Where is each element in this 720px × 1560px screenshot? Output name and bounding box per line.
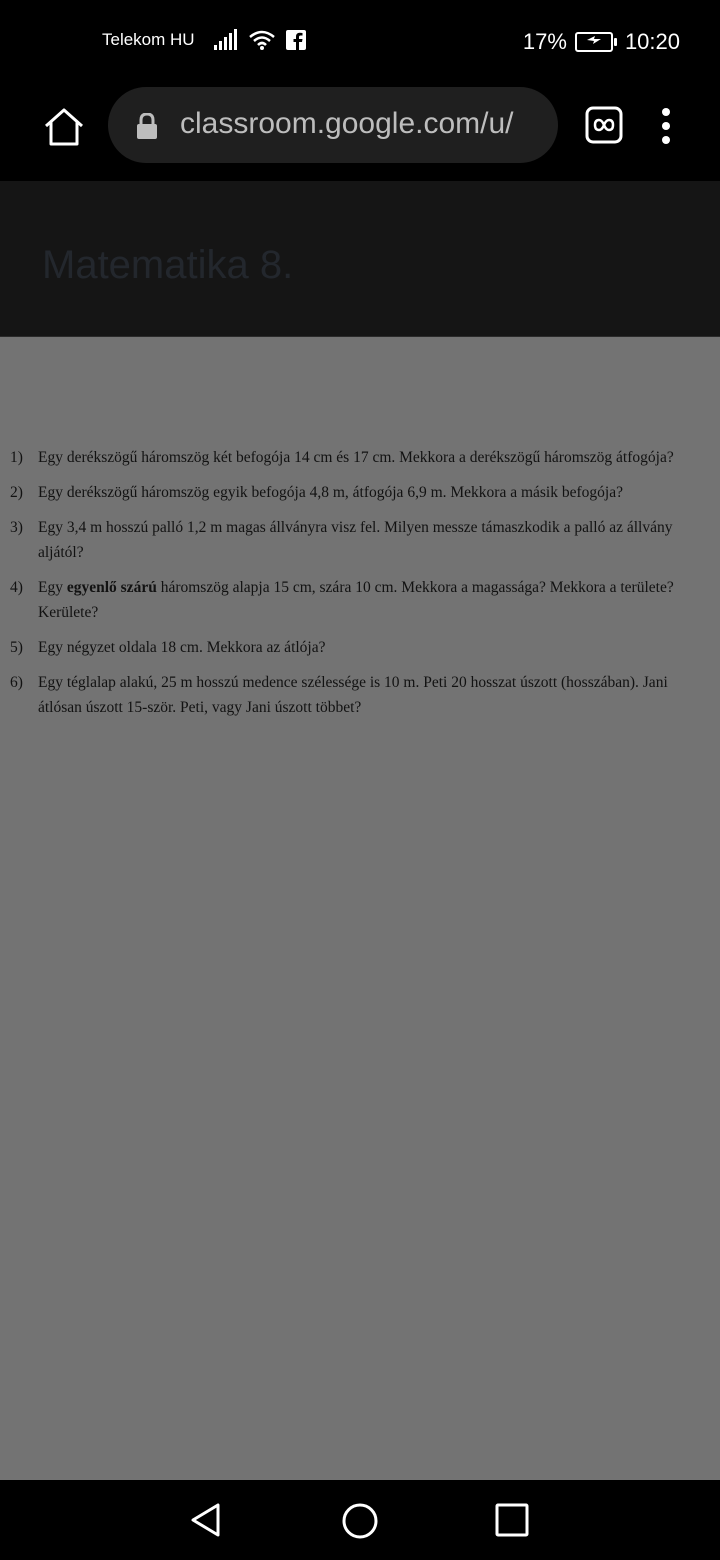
class-title: Matematika 8. — [42, 243, 294, 287]
browser-toolbar — [0, 84, 720, 181]
tab-switcher-icon[interactable] — [585, 106, 623, 144]
problem-item — [10, 445, 710, 470]
carrier-name: Telekom HU — [102, 30, 195, 49]
problem-item — [10, 670, 710, 720]
status-bar — [0, 0, 720, 84]
problem-item — [10, 480, 710, 505]
more-vert-icon[interactable] — [650, 106, 682, 146]
signal-icon — [214, 29, 238, 56]
problem-text: Egy 3,4 m hosszú palló 1,2 m magas állványra visz fel. Milyen messze támaszkodik a palló az állvány aljától? — [38, 519, 673, 561]
url-text[interactable]: classroom.google.com/u/ — [180, 107, 514, 140]
problem-number: 1) — [10, 449, 23, 466]
home-icon[interactable] — [40, 104, 88, 152]
address-bar[interactable] — [108, 87, 558, 163]
recents-icon[interactable] — [494, 1502, 530, 1543]
problem-text: Egy négyzet oldala 18 cm. Mekkora az átlója? — [38, 639, 326, 656]
status-icons — [214, 28, 306, 56]
clock: 10:20 — [624, 29, 680, 54]
battery-charging-icon — [575, 32, 613, 52]
home-circle-icon[interactable] — [341, 1502, 379, 1545]
lock-icon[interactable] — [136, 113, 158, 144]
problem-number: 5) — [10, 639, 23, 656]
document-viewer[interactable] — [0, 337, 720, 1480]
back-icon[interactable] — [188, 1502, 224, 1543]
problem-text: Egy derékszögű háromszög egyik befogója 4,8 m, átfogója 6,9 m. Mekkora a másik befogója? — [38, 484, 623, 501]
problem-item — [10, 635, 710, 660]
navigation-bar — [0, 1480, 720, 1560]
class-header — [0, 181, 720, 337]
problem-text: Egy téglalap alakú, 25 m hosszú medence szélessége is 10 m. Peti 20 hosszat úszott (hosszában). Jani átlósan úszott 15-ször. Peti, vagy Jani úszott többet? — [38, 674, 668, 716]
problem-number: 2) — [10, 484, 23, 501]
battery-percent: 17% — [522, 29, 567, 54]
problem-number: 3) — [10, 519, 23, 536]
problem-text: Egy egyenlő szárú háromszög alapja 15 cm, szára 10 cm. Mekkora a magassága? Mekkora a területe? Kerülete? — [38, 579, 674, 621]
problem-number: 4) — [10, 579, 23, 596]
status-right — [523, 26, 680, 58]
wifi-icon — [248, 29, 276, 56]
facebook-icon — [286, 30, 306, 55]
problem-item — [10, 515, 710, 565]
problem-number: 6) — [10, 674, 23, 691]
problem-item — [10, 575, 710, 625]
problem-list — [10, 445, 710, 730]
problem-text: Egy derékszögű háromszög két befogója 14 cm és 17 cm. Mekkora a derékszögű háromszög átfogója? — [38, 449, 674, 466]
